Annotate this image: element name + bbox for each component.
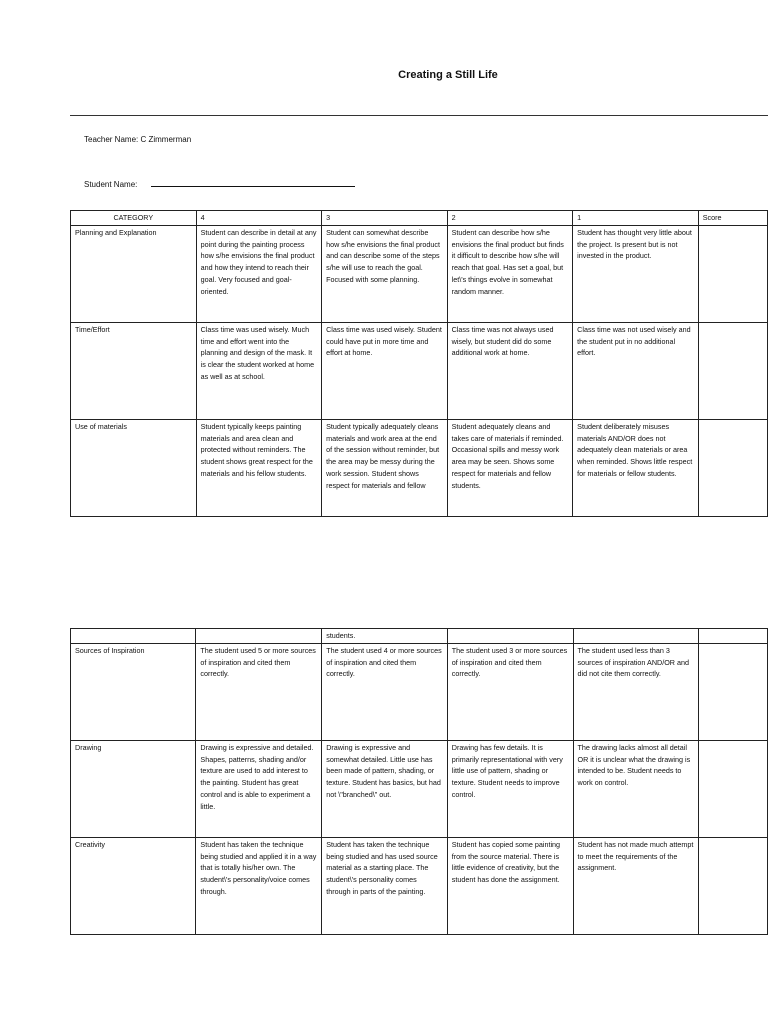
header-level-3: 3 (322, 211, 448, 226)
header-level-4: 4 (196, 211, 322, 226)
row-category: Planning and Explanation (71, 225, 197, 322)
table-row (71, 225, 768, 322)
cell-level-1: Student deliberately misuses materials AND/OR does not adequately clean materials or area when reminded. Shows little respect for materials or fellow students. (573, 419, 699, 516)
cell-level-3: Class time was used wisely. Student could have put in more time and effort at home. (322, 322, 448, 419)
table-row (71, 740, 768, 837)
continuation-cell-category (71, 629, 196, 644)
cell-level-4: Student typically keeps painting materials and area clean and protected without reminders. The student shows great respect for the materials and his fellow students. (196, 419, 322, 516)
header-divider (70, 115, 768, 116)
table-row (71, 322, 768, 419)
cell-level-2: The student used 3 or more sources of inspiration and cited them correctly. (447, 643, 573, 740)
header-row (71, 211, 768, 226)
cell-level-2: Student adequately cleans and takes care of materials if reminded. Occasional spills and messy work area may be seen. Shows some respect for materials and fellow students. (447, 419, 573, 516)
cell-level-4: Student can describe in detail at any point during the painting process how s/he envisions the final product and how they intend to reach their goal. Very focused and goal-oriented. (196, 225, 322, 322)
cell-level-2: Drawing has few details. It is primarily representational with very little use of pattern, shading or texture. Student needs to improve control. (447, 740, 573, 837)
cell-level-1: The student used less than 3 sources of inspiration AND/OR and did not cite them correctly. (573, 643, 699, 740)
cell-score[interactable] (699, 837, 768, 934)
cell-level-3: Student typically adequately cleans materials and work area at the end of the session without reminder, but the area may be messy during the work session. Student shows respect for materials and fellow (322, 419, 448, 516)
rubric-table-page-2 (70, 628, 768, 935)
header-category: CATEGORY (71, 211, 197, 226)
teacher-name: Teacher Name: C Zimmerman (84, 135, 192, 144)
cell-level-1: Student has not made much attempt to meet the requirements of the assignment. (573, 837, 699, 934)
cell-level-3: Drawing is expressive and somewhat detailed. Little use has been made of pattern, shading, or texture. Student has basics, but had not \"branched\" out. (322, 740, 448, 837)
table-row (71, 643, 768, 740)
cell-level-1: Student has thought very little about the project. Is present but is not invested in the product. (573, 225, 699, 322)
cell-score[interactable] (698, 419, 767, 516)
header-score: Score (698, 211, 767, 226)
row-category: Time/Effort (71, 322, 197, 419)
page-title: Creating a Still Life (398, 69, 498, 81)
table-row (71, 419, 768, 516)
cell-score[interactable] (698, 322, 767, 419)
row-category: Creativity (71, 837, 196, 934)
cell-level-2: Student has copied some painting from the source material. There is little evidence of creativity, but the student has done the assignment. (447, 837, 573, 934)
row-category: Sources of Inspiration (71, 643, 196, 740)
cell-level-2: Class time was not always used wisely, but student did do some additional work at home. (447, 322, 573, 419)
continuation-cell-level-4 (196, 629, 322, 644)
cell-level-4: The student used 5 or more sources of inspiration and cited them correctly. (196, 643, 322, 740)
student-name-label: Student Name: (84, 180, 138, 189)
table-row (71, 837, 768, 934)
cell-score[interactable] (698, 225, 767, 322)
row-category: Use of materials (71, 419, 197, 516)
cell-level-4: Class time was used wisely. Much time and effort went into the planning and design of the mask. It is clear the student worked at home as well as at school. (196, 322, 322, 419)
cell-score[interactable] (699, 643, 768, 740)
cell-level-4: Drawing is expressive and detailed. Shapes, patterns, shading and/or texture are used to add interest to the painting. Student has great control and is able to experiment a little. (196, 740, 322, 837)
student-name-field (84, 180, 355, 189)
header-level-2: 2 (447, 211, 573, 226)
cell-level-3: The student used 4 or more sources of inspiration and cited them correctly. (322, 643, 448, 740)
student-name-blank-line[interactable] (151, 180, 355, 187)
cell-level-4: Student has taken the technique being studied and applied it in a way that is totally his/her own. The student\'s personality/voice comes through. (196, 837, 322, 934)
row-category: Drawing (71, 740, 196, 837)
cell-level-3: Student can somewhat describe how s/he envisions the final product and can describe some of the steps s/he will use to reach the goal. Focused with some planning. (322, 225, 448, 322)
continuation-cell-level-2 (447, 629, 573, 644)
cell-score[interactable] (699, 740, 768, 837)
cell-level-3: Student has taken the technique being studied and has used source material as a starting place. The student\'s personality comes through in parts of the painting. (322, 837, 448, 934)
continuation-cell-level-1 (573, 629, 699, 644)
continuation-cell-level-3: students. (322, 629, 448, 644)
cell-level-1: The drawing lacks almost all detail OR it is unclear what the drawing is intended to be. Student needs to work on control. (573, 740, 699, 837)
rubric-table-page-1 (70, 210, 768, 517)
cell-level-2: Student can describe how s/he envisions the final product but finds it difficult to describe how s/he will reach that goal. Has set a goal, but let\'s things evolve in somewhat random manner. (447, 225, 573, 322)
cell-level-1: Class time was not used wisely and the student put in no additional effort. (573, 322, 699, 419)
continuation-cell-score (699, 629, 768, 644)
continuation-row (71, 629, 768, 644)
header-level-1: 1 (573, 211, 699, 226)
